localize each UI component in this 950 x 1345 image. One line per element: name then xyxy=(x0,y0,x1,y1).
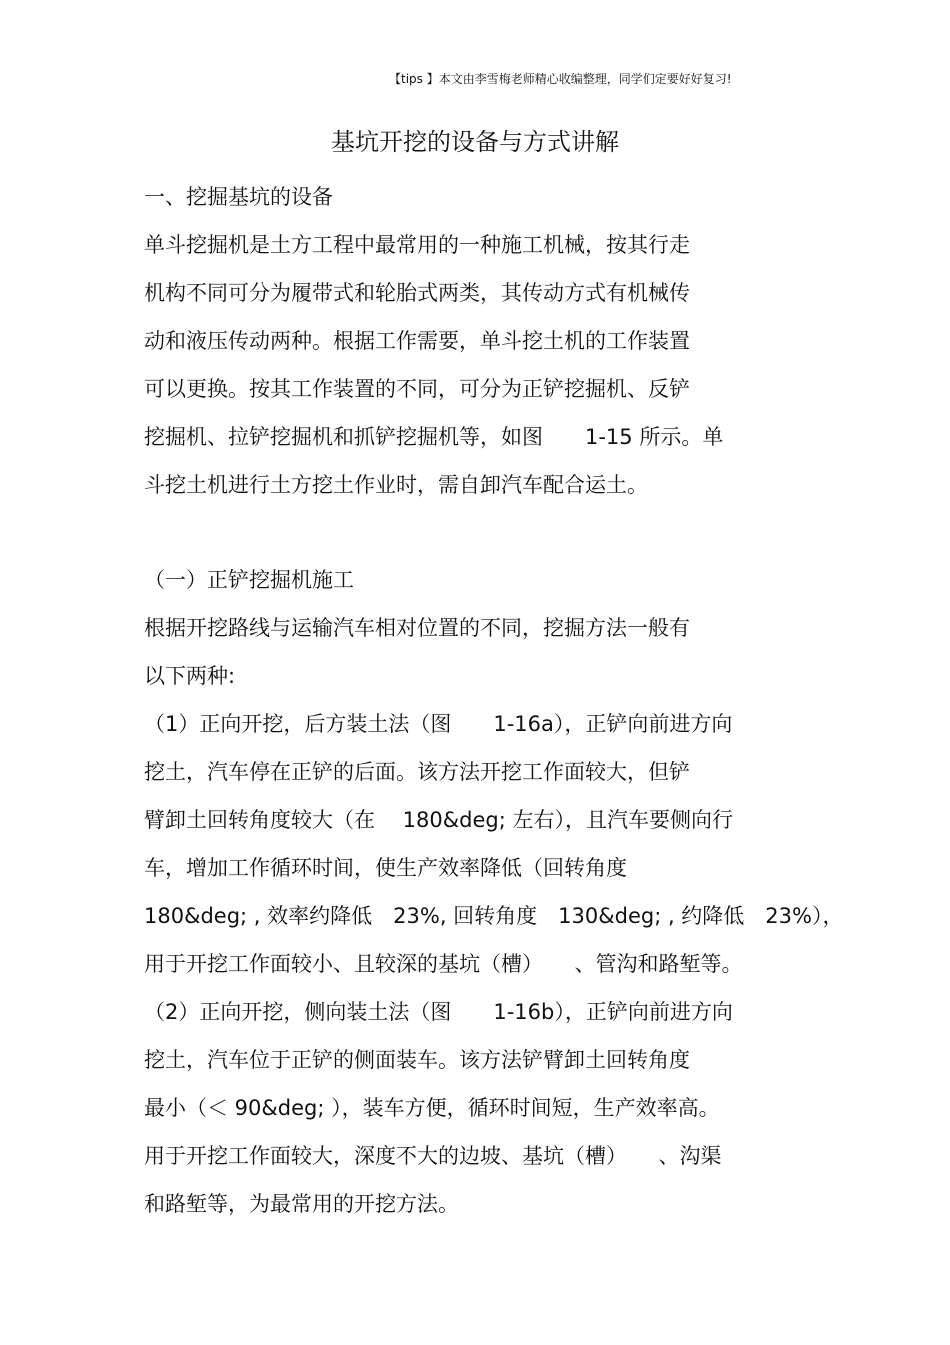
paragraph-line: 挖土，汽车位于正铲的侧面装车。该方法铲臂卸土回转角度 xyxy=(144,1048,690,1072)
paragraph-line: 挖土，汽车停在正铲的后面。该方法开挖工作面较大，但铲 xyxy=(144,760,690,784)
paragraph-line: 和路堑等，为最常用的开挖方法。 xyxy=(144,1192,459,1216)
page-title: 基坑开挖的设备与方式讲解 xyxy=(331,128,619,156)
paragraph-line: 可以更换。按其工作装置的不同，可分为正铲挖掘机、反铲 xyxy=(144,377,690,401)
paragraph-line: 根据开挖路线与运输汽车相对位置的不同，挖掘方法一般有 xyxy=(144,616,690,640)
section-heading: 一、挖掘基坑的设备 xyxy=(144,185,333,209)
paragraph-line: 车，增加工作循环时间，使生产效率降低（回转角度 xyxy=(144,856,627,880)
paragraph-line: 用于开挖工作面较小、且较深的基坑（槽） 、管沟和路堑等。 xyxy=(144,952,743,976)
paragraph-line: 用于开挖工作面较大，深度不大的边坡、基坑（槽） 、沟渠 xyxy=(144,1144,722,1168)
paragraph-line: 机构不同可分为履带式和轮胎式两类，其传动方式有机械传 xyxy=(144,281,690,305)
paragraph-line: （1）正向开挖，后方装土法（图 1-16a），正铲向前进方向 xyxy=(144,712,733,736)
tips-header: 【tips 】本文由李雪梅老师精心收编整理，同学们定要好好复习! xyxy=(389,72,732,86)
subsection-heading: （一）正铲挖掘机施工 xyxy=(144,568,354,592)
paragraph-line: （2）正向开挖，侧向装土法（图 1-16b），正铲向前进方向 xyxy=(144,1000,733,1024)
paragraph-line: 以下两种: xyxy=(144,664,236,688)
paragraph-line: 最小（＜ 90&deg; ），装车方便，循环时间短，生产效率高。 xyxy=(144,1096,720,1120)
paragraph-line: 斗挖土机进行土方挖土作业时，需自卸汽车配合运土。 xyxy=(144,473,648,497)
paragraph-line: 挖掘机、拉铲挖掘机和抓铲挖掘机等，如图 1-15 所示。单 xyxy=(144,425,724,449)
paragraph-line: 单斗挖掘机是土方工程中最常用的一种施工机械，按其行走 xyxy=(144,233,690,257)
paragraph-line: 动和液压传动两种。根据工作需要，单斗挖土机的工作装置 xyxy=(144,329,690,353)
paragraph-line: 臂卸土回转角度较大（在 180&deg; 左右），且汽车要侧向行 xyxy=(144,808,733,832)
paragraph-line: 180&deg; , 效率约降低 23%, 回转角度 130&deg; , 约降低 23%）， xyxy=(144,904,844,928)
